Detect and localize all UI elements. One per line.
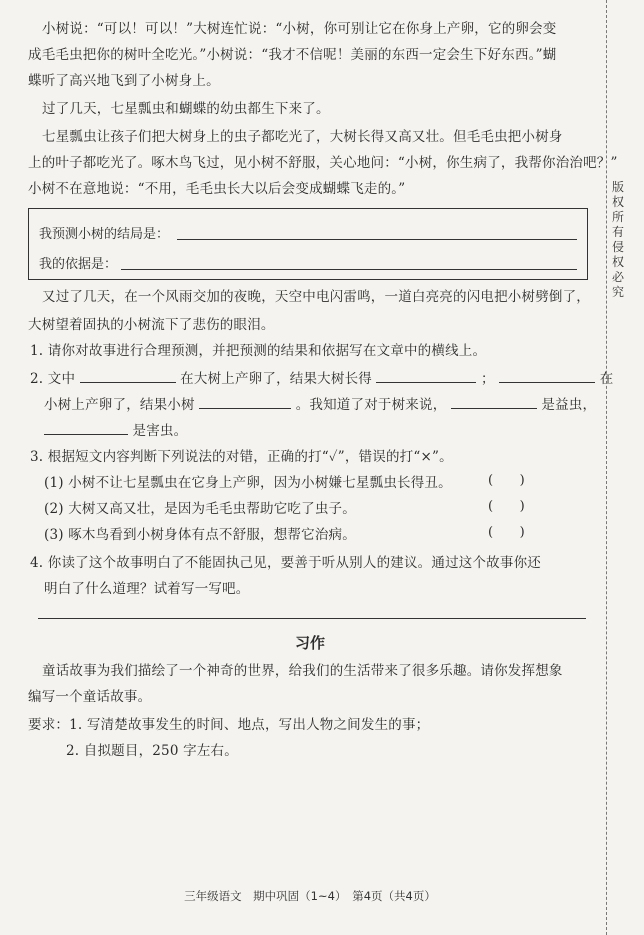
q2-blank-2[interactable] bbox=[376, 382, 476, 383]
question-2-line2 bbox=[44, 396, 596, 414]
story-p1-line1: 小树说：“可以！可以！”大树连忙说：“小树，你可别让它在你身上产卵，它的卵会变 bbox=[42, 21, 557, 37]
q2-blank-5[interactable] bbox=[451, 408, 537, 409]
binding-margin-line bbox=[606, 0, 607, 935]
question-4-line2: 明白了什么道理？试着写一写吧。 bbox=[44, 581, 250, 597]
story-p2: 过了几天，七星瓢虫和蝴蝶的幼虫都生下来了。 bbox=[42, 101, 330, 117]
q2-text-e: 小树上产卵了，结果小树 bbox=[44, 397, 195, 413]
q3-item2-paren[interactable]: ( ) bbox=[488, 499, 525, 514]
q2-text-g: 是益虫， bbox=[541, 397, 597, 413]
composition-line2: 编写一个童话故事。 bbox=[28, 689, 152, 705]
composition-req1: 要求：1. 写清楚故事发生的时间、地点，写出人物之间发生的事； bbox=[28, 717, 430, 733]
q2-blank-1[interactable] bbox=[80, 382, 176, 383]
composition-line1: 童话故事为我们描绘了一个神奇的世界，给我们的生活带来了很多乐趣。请你发挥想象 bbox=[42, 663, 563, 679]
q2-blank-6[interactable] bbox=[44, 434, 128, 435]
q3-item1-paren[interactable]: ( ) bbox=[488, 473, 525, 488]
page-footer: 三年级语文 期中巩固（1~4） 第4页（共4页） bbox=[184, 889, 436, 903]
story-p1-line3: 蝶听了高兴地飞到了小树身上。 bbox=[28, 73, 220, 89]
prediction-answer-line[interactable] bbox=[177, 239, 577, 240]
prediction-box bbox=[28, 208, 588, 280]
question-3: 3. 根据短文内容判断下列说法的对错，正确的打“✓”，错误的打“×”。 bbox=[30, 449, 453, 465]
story-p3-line3: 小树不在意地说：“不用，毛毛虫长大以后会变成蝴蝶飞走的。” bbox=[28, 181, 406, 197]
question-2-line3 bbox=[44, 422, 187, 440]
story-p4-line2: 大树望着固执的小树流下了悲伤的眼泪。 bbox=[28, 317, 275, 333]
story-p3-line1: 七星瓢虫让孩子们把大树身上的虫子都吃光了，大树长得又高又壮。但毛毛虫把小树身 bbox=[42, 129, 563, 145]
q2-text-b: 在大树上产卵了，结果大树长得 bbox=[180, 371, 372, 387]
question-2-line1 bbox=[30, 370, 613, 388]
composition-title: 习作 bbox=[294, 634, 325, 652]
story-p1-line2: 成毛毛虫把你的树叶全吃光。”小树说：“我才不信呢！美丽的东西一定会生下好东西。”蝴 bbox=[28, 47, 557, 63]
q2-text-h: 是害虫。 bbox=[132, 423, 188, 439]
composition-req2: 2. 自拟题目，250 字左右。 bbox=[66, 743, 238, 759]
q2-text-d: 在 bbox=[599, 371, 614, 387]
q3-item3-paren[interactable]: ( ) bbox=[488, 525, 525, 540]
q2-blank-3[interactable] bbox=[499, 382, 595, 383]
story-p4-line1: 又过了几天，在一个风雨交加的夜晚，天空中电闪雷鸣，一道白亮亮的闪电把小树劈倒了， bbox=[42, 289, 590, 305]
q2-blank-4[interactable] bbox=[199, 408, 291, 409]
basis-label: 我的依据是： bbox=[39, 257, 118, 272]
q2-text-f: 。我知道了对于树来说， bbox=[295, 397, 447, 413]
prediction-label: 我预测小树的结局是： bbox=[39, 227, 170, 242]
question-3-item1: (1) 小树不让七星瓢虫在它身上产卵，因为小树嫌七星瓢虫长得丑。 bbox=[44, 475, 452, 491]
question-4-line1: 4. 你读了这个故事明白了不能固执己见，要善于听从别人的建议。通过这个故事你还 bbox=[30, 555, 541, 571]
story-p3-line2: 上的叶子都吃光了。啄木鸟飞过，见小树不舒服，关心地问：“小树，你生病了，我帮你治治吧？” bbox=[28, 155, 618, 171]
q4-answer-line[interactable] bbox=[38, 618, 586, 619]
binding-margin-text: 版权所有侵权必究 bbox=[612, 180, 625, 299]
question-3-item2: (2) 大树又高又壮，是因为毛毛虫帮助它吃了虫子。 bbox=[44, 501, 356, 517]
question-3-item3: (3) 啄木鸟看到小树身体有点不舒服，想帮它治病。 bbox=[44, 527, 356, 543]
question-1: 1. 请你对故事进行合理预测，并把预测的结果和依据写在文章中的横线上。 bbox=[30, 343, 487, 359]
basis-answer-line[interactable] bbox=[121, 269, 577, 270]
q2-text-a: 2. 文中 bbox=[30, 371, 76, 387]
q2-text-c: ； bbox=[480, 371, 495, 387]
